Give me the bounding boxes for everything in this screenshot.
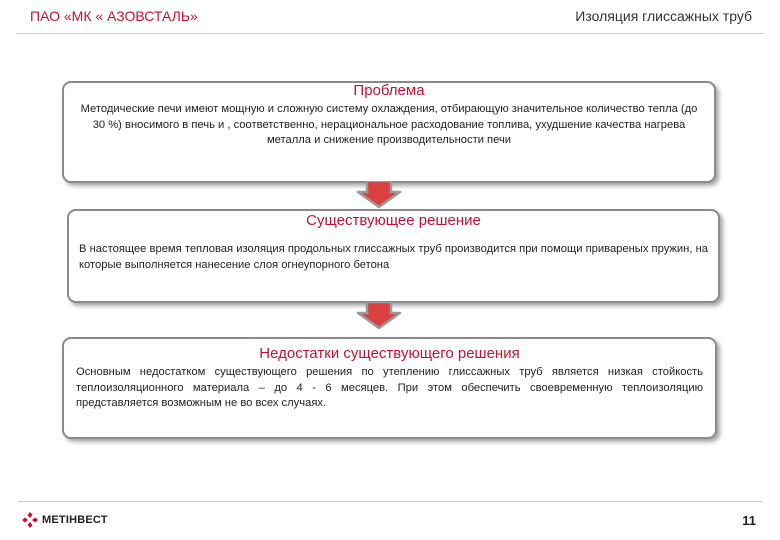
existing-solution-box — [67, 209, 720, 303]
logo-text: МЕТІНВЕСТ — [42, 514, 108, 526]
problem-text: Методические печи имеют мощную и сложную систему охлаждения, отбирающую значительное количество тепла (до 30 %) вносимого в печь и , соответственно, нерациональное расходование топлива, ухудшение качества нагрева металла и снижение производительности печи — [80, 103, 698, 146]
footer-divider — [18, 501, 762, 502]
existing-solution-text: В настоящее время тепловая изоляция продольных глиссажных труб производится при помощи привареных пружин, на которые выполняется нанесение слоя огнеупорного бетона — [79, 243, 708, 271]
drawbacks-text: Основным недостатком существующего решения по утеплению глиссажных труб является низкая стойкость теплоизоляционного материала – до 4 - 6 месяцев. При этом обеспечить своевременную теплоизоляцию представляется возможным не во всех случаях. — [76, 366, 703, 409]
header-divider — [16, 33, 764, 34]
problem-box — [62, 81, 716, 183]
company-title: ПАО «МК « АЗОВСТАЛЬ» — [30, 8, 198, 24]
down-arrow-icon — [356, 302, 402, 330]
down-arrow-icon — [356, 181, 402, 209]
drawbacks-box — [62, 337, 717, 439]
existing-solution-title: Существующее решение — [306, 212, 481, 229]
slide-title: Изоляция глиссажных труб — [575, 8, 752, 24]
page-number: 11 — [742, 513, 756, 528]
company-logo — [22, 512, 108, 528]
problem-title: Проблема — [353, 82, 425, 99]
drawbacks-title: Недостатки существующего решения — [259, 345, 520, 362]
metinvest-logo-icon — [22, 512, 38, 528]
